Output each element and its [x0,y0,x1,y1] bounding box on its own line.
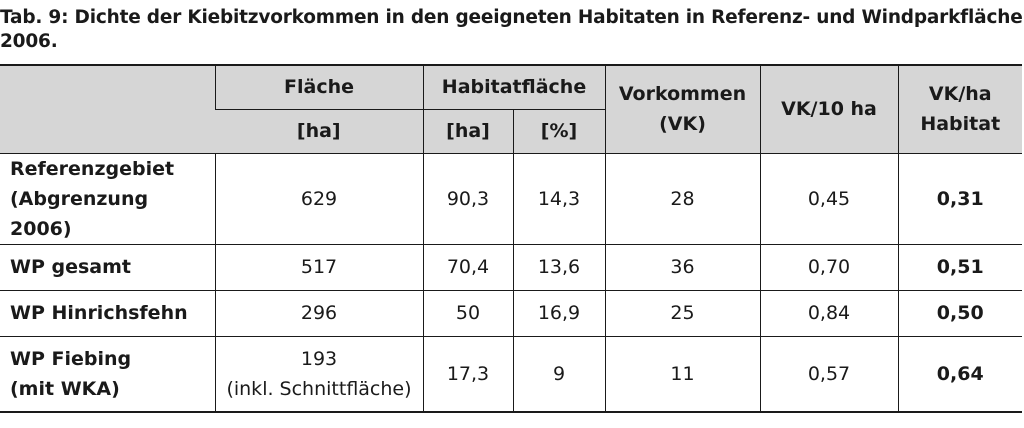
table-row [0,336,1022,412]
cell-habitat-pct: 9 [513,336,605,412]
cell-vkha: 0,64 [898,336,1022,412]
row-name-line-1: Referenzgebiet [10,157,175,180]
cell-flaeche-line-2: (inkl. Schnittfläche) [226,377,412,400]
row-name-cell: WP gesamt [0,244,215,290]
cell-habitat-ha: 50 [423,290,513,336]
row-name-cell [0,336,215,412]
cell-flaeche: 517 [215,244,423,290]
cell-vkha: 0,51 [898,244,1022,290]
cell-habitat-ha: 70,4 [423,244,513,290]
table-row [0,244,1022,290]
header-flaeche-unit: [ha] [215,109,423,153]
header-vorkommen-line-2: (VK) [659,113,706,136]
cell-vorkommen: 28 [605,153,760,244]
row-name-line-1: WP Fiebing [10,347,132,370]
cell-flaeche: 296 [215,290,423,336]
header-habitat-unit-ha: [ha] [423,109,513,153]
header-flaeche: Fläche [215,65,423,109]
cell-habitat-ha: 90,3 [423,153,513,244]
cell-vk10: 0,45 [760,153,898,244]
cell-habitat-pct: 13,6 [513,244,605,290]
row-name-line-2: (mit WKA) [10,377,120,400]
caption-line-1: Tab. 9: Dichte der Kiebitzvorkommen in den geeigneten Habitaten in Referenz- und Windparkfläche [0,7,1023,28]
header-vorkommen-line-1: Vorkommen [618,83,747,106]
table-header [0,65,1022,153]
cell-vk10: 0,57 [760,336,898,412]
table-row [0,290,1022,336]
header-vorkommen [605,65,760,153]
header-vkha [898,65,1022,153]
cell-vkha: 0,31 [898,153,1022,244]
cell-vorkommen: 36 [605,244,760,290]
row-name-cell: WP Hinrichsfehn [0,290,215,336]
cell-habitat-pct: 16,9 [513,290,605,336]
header-vkha-line-2: Habitat [920,113,1001,136]
table-body [0,153,1022,412]
header-vk10: VK/10 ha [760,65,898,153]
cell-vk10: 0,70 [760,244,898,290]
cell-vorkommen: 25 [605,290,760,336]
table-caption [0,6,1024,54]
header-vkha-line-1: VK/ha [928,83,992,106]
row-name-cell [0,153,215,244]
header-habitat-unit-pct: [%] [513,109,605,153]
data-table [0,64,1022,413]
table-row [0,153,1022,244]
cell-vk10: 0,84 [760,290,898,336]
cell-habitat-pct: 14,3 [513,153,605,244]
header-row-1 [0,65,1022,109]
cell-flaeche [215,336,423,412]
row-name-line-2: (Abgrenzung 2006) [10,187,149,240]
cell-flaeche-line-1: 193 [300,347,338,370]
cell-flaeche: 629 [215,153,423,244]
cell-vorkommen: 11 [605,336,760,412]
header-habitatflaeche: Habitatfläche [423,65,605,109]
cell-habitat-ha: 17,3 [423,336,513,412]
cell-vkha: 0,50 [898,290,1022,336]
header-empty-cell [0,65,215,153]
caption-line-2: 2006. [0,31,58,52]
